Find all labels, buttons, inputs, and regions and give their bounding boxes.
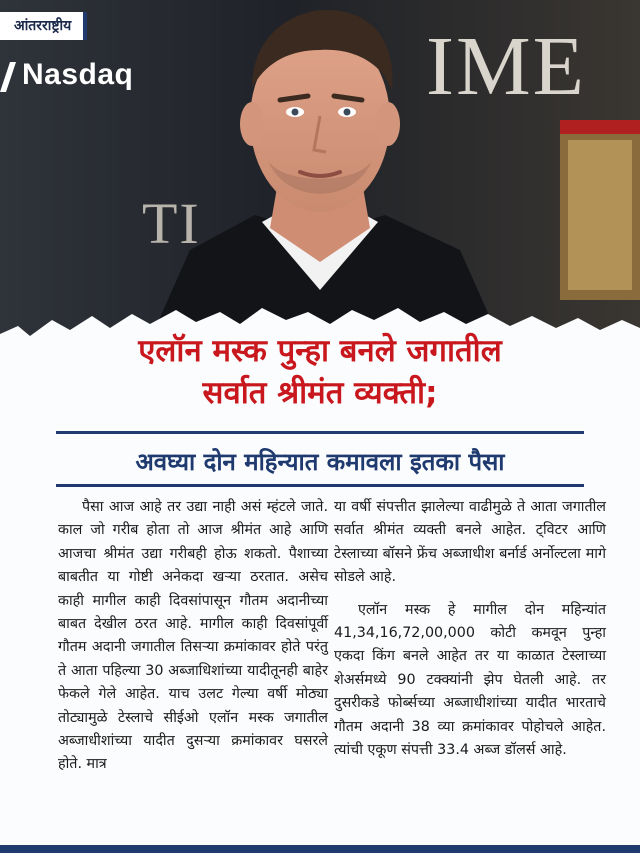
nasdaq-logo-mark-icon xyxy=(0,62,16,92)
time-backdrop-text-2: TI xyxy=(142,191,201,256)
bottom-bar xyxy=(0,845,640,853)
article-paragraph: या वर्षी संपत्तीत झालेल्या वाढीमुळे ते आता जगातील सर्वात श्रीमंत व्यक्ती बनले आहेत. ट्विटर आणि टेस्लाच्या बॉसने फ्रेंच अब्जाधीश बर्नार्ड अर्नोल्टला मागे सोडले आहे. xyxy=(334,499,606,586)
headline-line-1: एलॉन मस्क पुन्हा बनले जगातील xyxy=(138,333,502,369)
subheadline: अवघ्या दोन महिन्यात कमावला इतका पैसा xyxy=(135,448,505,476)
headline-line-2: सर्वात श्रीमंत व्यक्ती; xyxy=(202,375,438,411)
divider-bottom xyxy=(56,484,584,487)
article-column-left xyxy=(58,496,328,777)
article-paragraph: एलॉन मस्क हे मागील दोन महिन्यांत 41,34,16,72,00,000 कोटी कमवून पुन्हा एकदा किंग बनले आहेत तर या काळात टेस्लाच्या शेअर्समध्ये 90 टक्क्यांनी झेप घेतली आहे. तर दुसरीकडे फोर्ब्सच्या अब्जाधीशांच्या यादीत भारताचे गौतम अदानी 38 व्या क्रमांकावर पोहोचले आहेत. त्यांची एकूण संपत्ती 33.4 अब्ज डॉलर्स आहे. xyxy=(334,601,606,759)
category-tag: आंतरराष्ट्रीय xyxy=(0,12,87,40)
article-paragraph: पैसा आज आहे तर उद्या नाही असं म्हंटले जाते. काल जो गरीब होता तो आज श्रीमंत आहे आणि आजचा श्रीमंत उद्या गरीबही होऊ शकतो. पैशाच्या बाबतीत या गोष्टी अनेकदा खऱ्या ठरतात. असेच काही मागील काही दिवसांपासून गौतम अदानीच्या बाबत देखील ठरत आहे. मागील काही दिवसांपूर्वी गौतम अदानी जगातील तिसऱ्या क्रमांकावर होते परंतु ते आता पहिल्या 30 अब्जाधिशांच्या यादीतूनही बाहेर फेकले गेले आहेत. याच उलट गेल्या वर्षी मोठ्या तोट्यामुळे टेस्लाचे सीईओ एलॉन मस्क जगातील अब्जाधीशांच्या यादीत दुसऱ्या क्रमांकावर घसरले होते. मात्र xyxy=(58,499,328,773)
hero-image xyxy=(0,0,640,340)
divider-top xyxy=(56,431,584,434)
headline xyxy=(40,330,600,414)
article-column-right xyxy=(334,496,606,762)
time-backdrop-text: IME xyxy=(426,20,586,113)
nasdaq-logo: Nasdaq xyxy=(22,58,134,91)
